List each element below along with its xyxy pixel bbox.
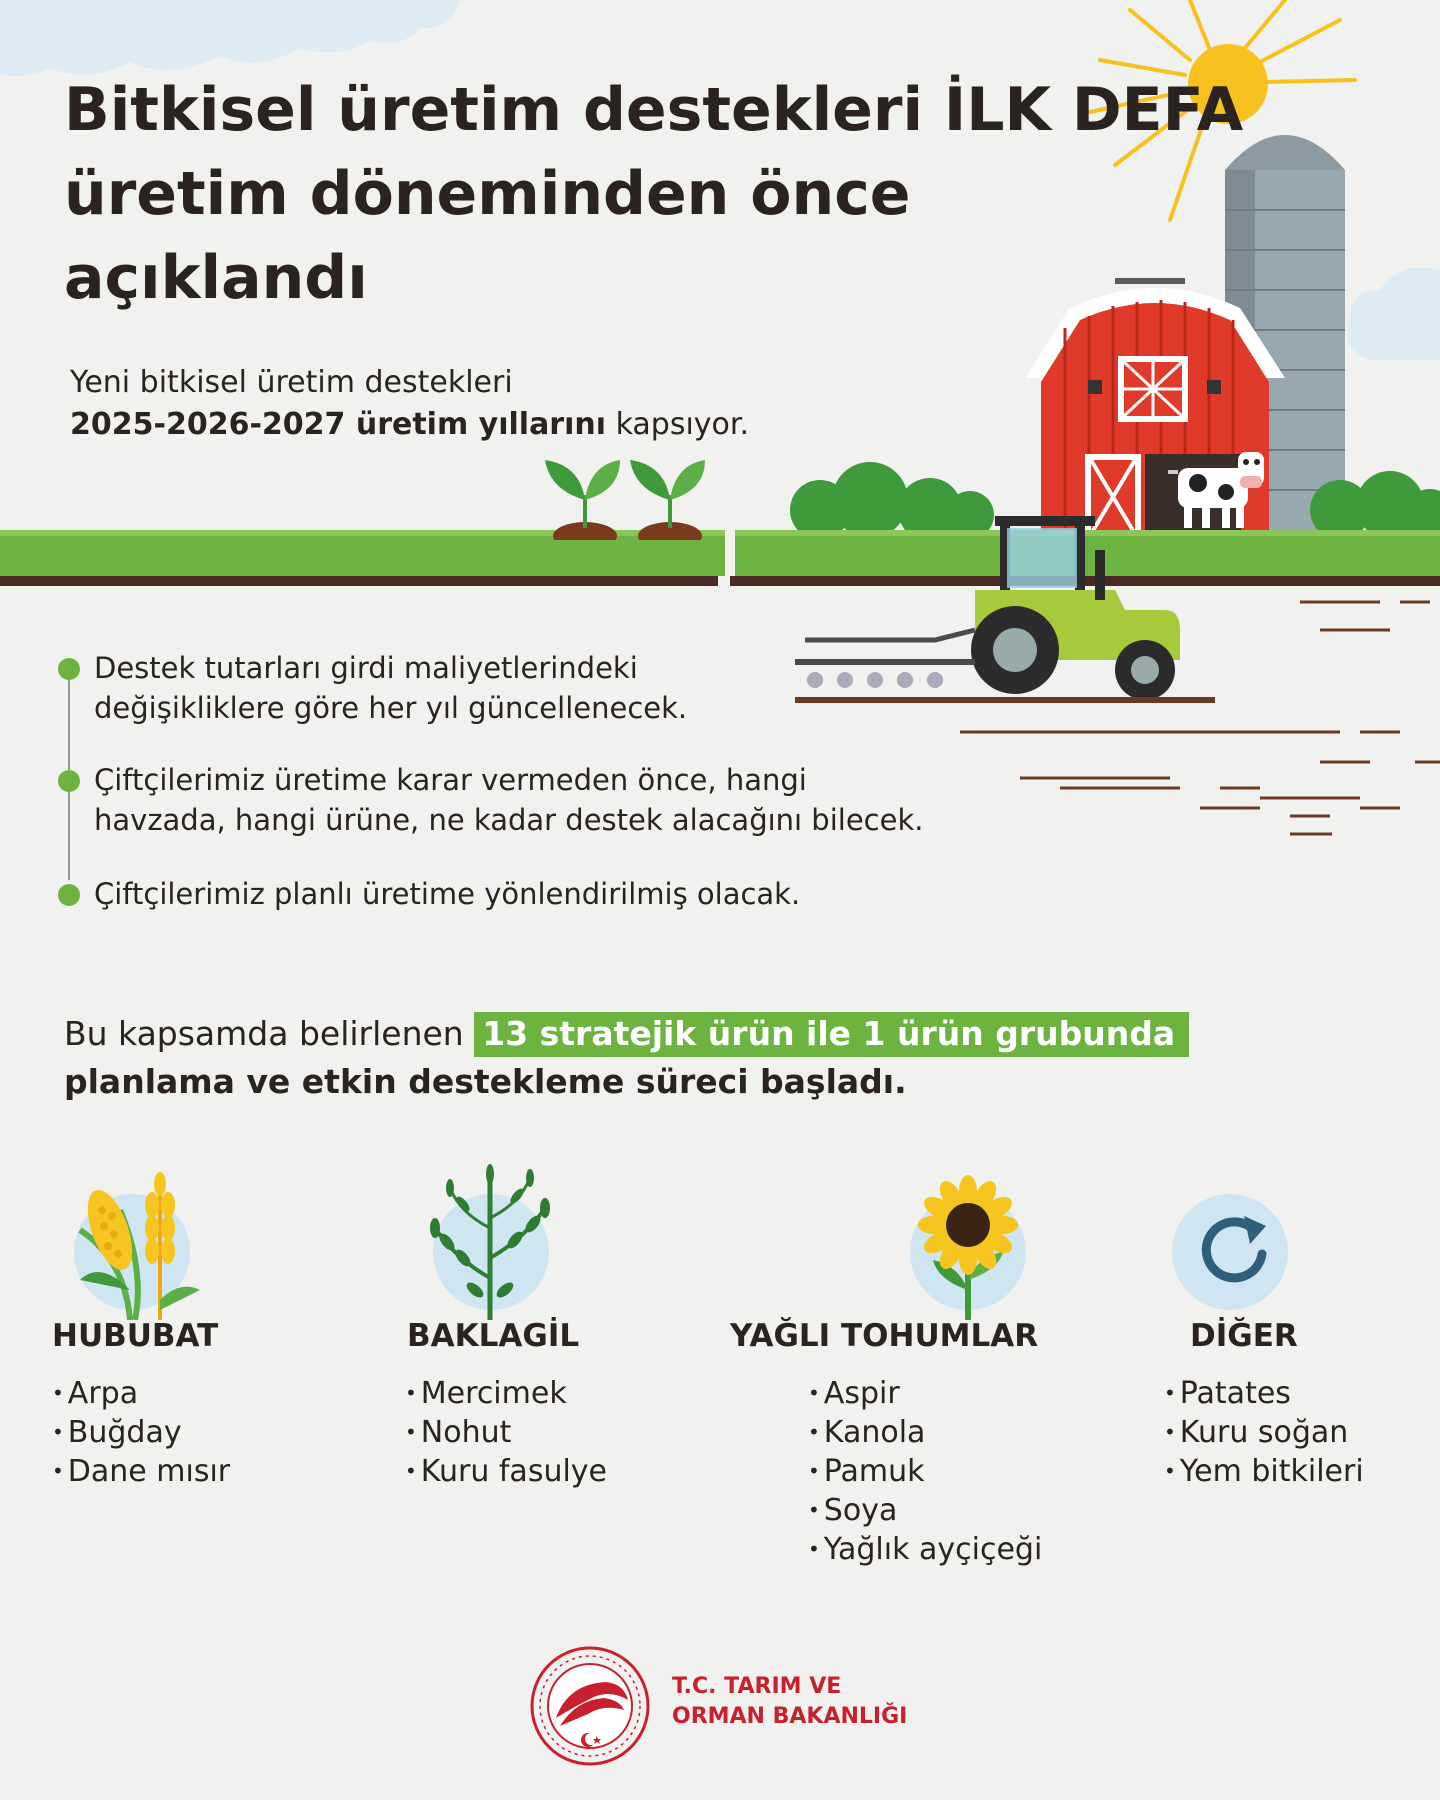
- intro-text: [64, 1010, 1364, 1106]
- list-item: • Aspir: [808, 1374, 1042, 1413]
- title-line1-a: Bitkisel üretim destekleri: [64, 75, 944, 145]
- subtitle: [70, 362, 870, 446]
- bullet-text-line: Destek tutarları girdi maliyetlerindeki: [94, 651, 638, 685]
- ministry-name-line1: T.C. TARIM VE: [672, 1674, 842, 1699]
- subtitle-line2-rest: kapsıyor.: [606, 407, 750, 442]
- category-list: [1164, 1374, 1364, 1491]
- list-item: • Mercimek: [405, 1374, 607, 1413]
- category-title: BAKLAGİL: [407, 1318, 580, 1354]
- list-item: • Yağlık ayçiçeği: [808, 1530, 1042, 1569]
- sunflower-icon: [908, 1170, 1028, 1320]
- list-item: • Kanola: [808, 1413, 1042, 1452]
- list-item: • Soya: [808, 1491, 1042, 1530]
- intro-highlight: 13 stratejik ürün ile 1 ürün grubunda: [474, 1012, 1189, 1057]
- category-list: [405, 1374, 607, 1491]
- category-baklagil: [405, 1170, 725, 1489]
- ministry-name: [672, 1672, 907, 1732]
- category-title: YAĞLI TOHUMLAR: [730, 1318, 1039, 1354]
- title-line2: üretim döneminden önce: [64, 159, 911, 229]
- subtitle-line1: Yeni bitkisel üretim destekleri: [70, 365, 513, 400]
- title-line3: açıklandı: [64, 243, 368, 313]
- list-item: • Patates: [1164, 1374, 1364, 1413]
- list-item: • Nohut: [405, 1413, 607, 1452]
- intro-line2: planlama ve etkin destekleme süreci başladı.: [64, 1062, 907, 1101]
- sprouts-illustration: [540, 450, 710, 540]
- ministry-name-line2: ORMAN BAKANLIĞI: [672, 1704, 908, 1729]
- category-list: [52, 1374, 230, 1491]
- list-item: • Dane mısır: [52, 1452, 230, 1491]
- category-yagli-tohumlar: [730, 1170, 1070, 1567]
- category-title: HUBUBAT: [52, 1318, 219, 1354]
- list-item: • Arpa: [52, 1374, 230, 1413]
- ministry-seal-icon: [528, 1644, 652, 1768]
- bullet-text-line: değişikliklere göre her yıl güncellenecek.: [94, 691, 688, 725]
- subtitle-line2-bold: 2025-2026-2027 üretim yıllarını: [70, 407, 607, 442]
- list-item: • Kuru soğan: [1164, 1413, 1364, 1452]
- list-item: • Yem bitkileri: [1164, 1452, 1364, 1491]
- list-item: • Buğday: [52, 1413, 230, 1452]
- category-list: [808, 1374, 1042, 1569]
- category-diger: [1160, 1170, 1440, 1489]
- list-item: • Pamuk: [808, 1452, 1042, 1491]
- grass-band-illustration: [0, 530, 1440, 590]
- legume-plant-icon: [415, 1158, 565, 1320]
- green-dot-icon: [58, 658, 80, 680]
- bullet-text-line: havzada, hangi ürüne, ne kadar destek alacağını bilecek.: [94, 803, 924, 837]
- intro-pre: Bu kapsamda belirlenen: [64, 1014, 475, 1053]
- category-hububat: [52, 1170, 372, 1489]
- page-title: [64, 68, 1404, 320]
- category-title: DİĞER: [1190, 1318, 1298, 1354]
- bullet-text-line: Çiftçilerimiz üretime karar vermeden önce, hangi: [94, 763, 807, 797]
- wheat-corn-icon: [60, 1170, 210, 1320]
- green-dot-icon: [58, 884, 80, 906]
- title-line1-b: İLK DEFA: [943, 75, 1244, 145]
- green-dot-icon: [58, 770, 80, 792]
- bullet-text-line: Çiftçilerimiz planlı üretime yönlendirilmiş olacak.: [94, 877, 801, 911]
- list-item: • Kuru fasulye: [405, 1452, 607, 1491]
- refresh-icon: [1184, 1202, 1284, 1302]
